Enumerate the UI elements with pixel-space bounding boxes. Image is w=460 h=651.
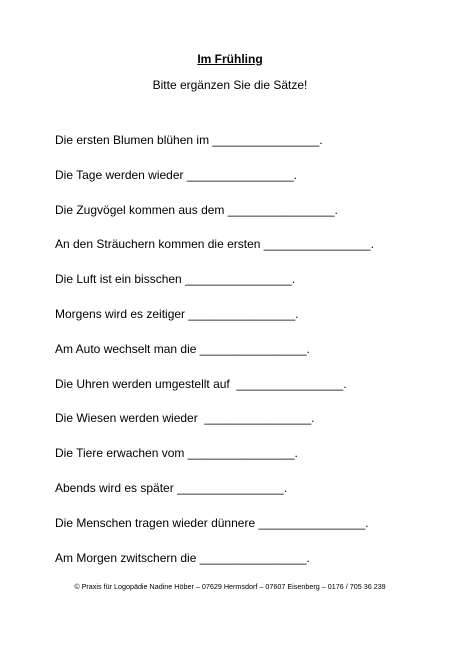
worksheet-instruction: Bitte ergänzen Sie die Sätze!: [152, 78, 308, 92]
sentence-item: Die Uhren werden umgestellt auf ________________.: [55, 376, 347, 391]
sentence-item: Morgens wird es zeitiger ________________.: [55, 306, 299, 321]
sentence-item: Die ersten Blumen blühen im ________________.: [55, 133, 323, 147]
sentence-item: Am Morgen zwitschern die ________________.: [55, 550, 310, 565]
sentence-item: Die Zugvögel kommen aus dem ________________.: [55, 202, 338, 217]
sentence-item: An den Sträuchern kommen die ersten ________________.: [55, 237, 374, 252]
sentence-list: [55, 132, 374, 584]
sentence-item: Die Tage werden wieder ________________.: [55, 167, 297, 182]
sentence-item: Am Auto wechselt man die ________________.: [55, 341, 310, 356]
sentence-item: Abends wird es später ________________.: [55, 480, 288, 495]
sentence-item: Die Menschen tragen wieder dünnere ________________.: [55, 515, 369, 530]
sentence-item: Die Tiere erwachen vom ________________.: [55, 446, 298, 461]
sentence-item: Die Luft ist ein bisschen ________________.: [55, 272, 296, 287]
sentence-item: Die Wiesen werden wieder ________________.: [55, 411, 315, 426]
copyright-footer: © Praxis für Logopädie Nadine Höber – 07629 Hermsdorf – 07607 Eisenberg – 0176 / 705 36 239: [74, 582, 386, 591]
worksheet-title: Im Frühling: [197, 52, 263, 66]
